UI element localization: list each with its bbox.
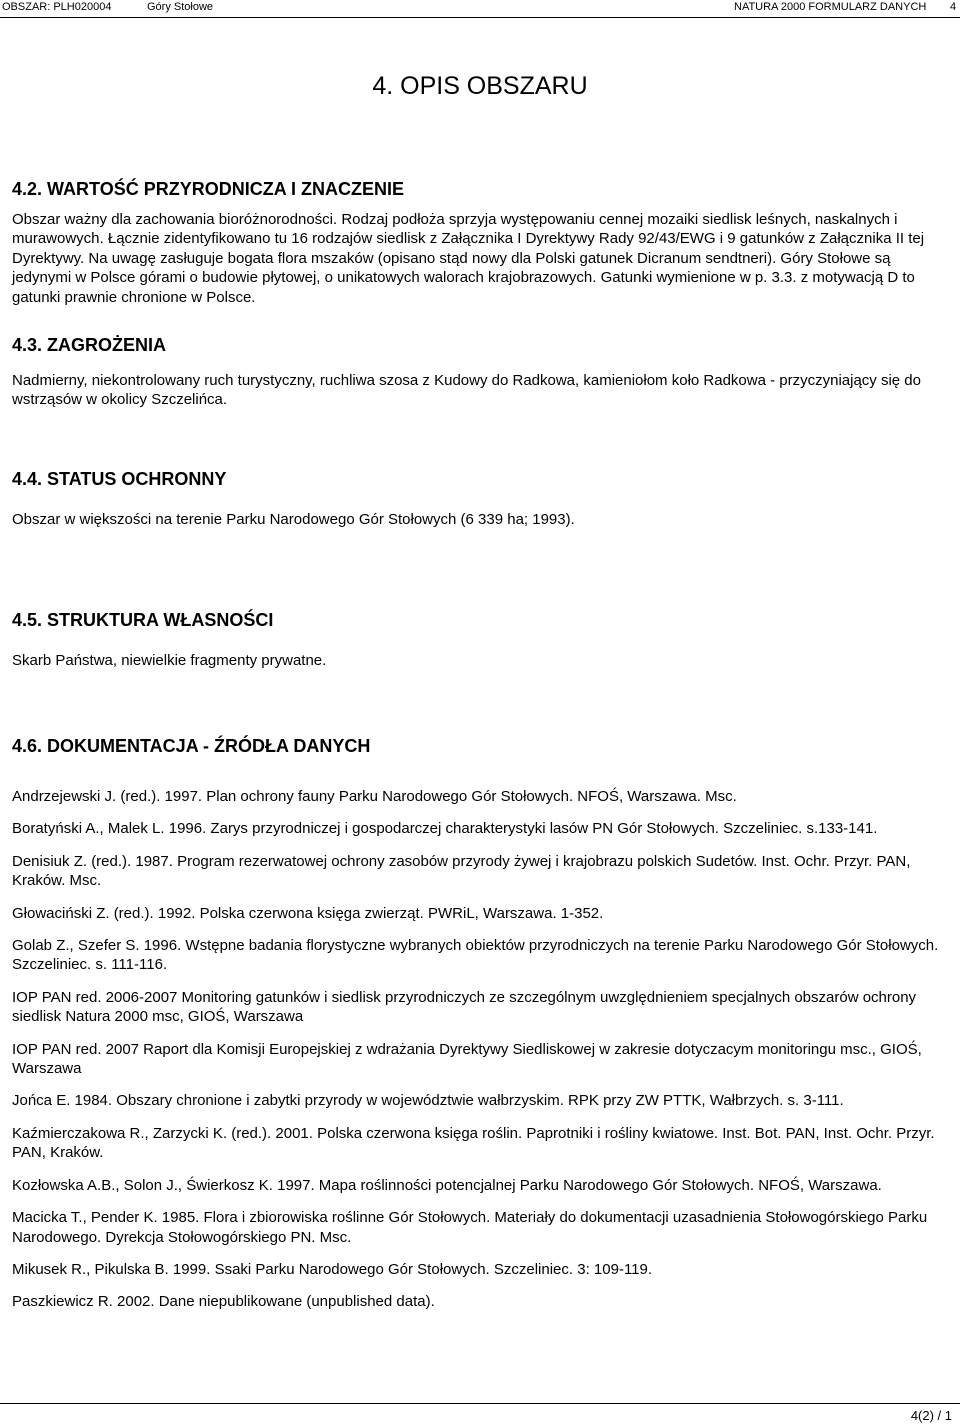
section-text: Obszar w większości na terenie Parku Narodowego Gór Stołowych (6 339 ha; 1993).: [12, 511, 575, 528]
section-heading: 4.5. STRUKTURA WŁASNOŚCI: [12, 610, 274, 630]
reference-item: Boratyński A., Malek L. 1996. Zarys przyrodniczej i gospodarczej charakterystyki lasów PN Gór Stołowych. Szczeliniec. s.133-141.: [12, 820, 878, 838]
header-divider: [0, 17, 960, 18]
section-4-2: [12, 179, 950, 307]
reference-item: Jońca E. 1984. Obszary chronione i zabytki przyrody w województwie wałbrzyskim. RPK przy ZW PTTK, Wałbrzych. s. 3-111.: [12, 1092, 844, 1110]
section-text: Obszar ważny dla zachowania bioróżnorodności. Rodzaj podłoża sprzyja występowaniu cennej mozaiki siedlisk leśnych, naskalnych i murawowych. Łącznie zidentyfikowano tu 16 rodzajów siedlisk z Załącznika I Dyrektywy Rady 92/43/EWG i 9 gatunków z Załącznika II tej Dyrektywy. Na uwagę zasługuje bogata flora mszaków (opisano stąd nowy dla Polski gatunek Dicranum sendtneri). Góry Stołowe są jedynymi w Polsce górami o budowie płytowej, o unikatowych walorach krajobrazowych. Gatunki wymienione w p. 3.3. z motywacją D to gatunki prawnie chronione w Polsce.: [12, 211, 925, 306]
header-site-code: OBSZAR: PLH020004: [2, 1, 112, 13]
header-site-name: Góry Stołowe: [147, 1, 214, 13]
reference-list: [12, 787, 950, 1325]
reference-item: Mikusek R., Pikulska B. 1999. Ssaki Parku Narodowego Gór Stołowych. Szczeliniec. 3: 109-119.: [12, 1260, 653, 1278]
reference-item: Paszkiewicz R. 2002. Dane niepublikowane (unpublished data).: [12, 1293, 435, 1311]
section-heading: 4.2. WARTOŚĆ PRZYRODNICZA I ZNACZENIE: [12, 179, 405, 199]
reference-item: Kaźmierczakowa R., Zarzycki K. (red.). 2001. Polska czerwona księga roślin. Paprotniki i rośliny kwiatowe. Inst. Bot. PAN, Inst. Ochr. Przyr. PAN, Kraków.: [12, 1124, 935, 1162]
reference-item: Andrzejewski J. (red.). 1997. Plan ochrony fauny Parku Narodowego Gór Stołowych. NFOŚ, Warszawa. Msc.: [12, 788, 737, 805]
section-text: Nadmierny, niekontrolowany ruch turystyczny, ruchliwa szosa z Kudowy do Radkowa, kamieniołom koło Radkowa - przyczyniający się do wstrząsów w okolicy Szczelińca.: [12, 372, 921, 409]
reference-item: IOP PAN red. 2006-2007 Monitoring gatunków i siedlisk przyrodniczych ze szczególnym uwzględnieniem specjalnych obszarów ochrony siedlisk Natura 2000 msc, GIOŚ, Warszawa: [12, 988, 917, 1026]
section-4-4: [12, 469, 950, 529]
section-heading: 4.3. ZAGROŻENIA: [12, 335, 167, 355]
section-4-5: [12, 610, 950, 670]
reference-item: Głowaciński Z. (red.). 1992. Polska czerwona księga zwierząt. PWRiL, Warszawa. 1-352.: [12, 904, 604, 922]
footer-page-number: 4(2) / 1: [910, 1408, 952, 1423]
reference-item: Denisiuk Z. (red.). 1987. Program rezerwatowej ochrony zasobów przyrody żywej i krajobrazu polskich Sudetów. Inst. Ochr. Przyr. PAN, Kraków. Msc.: [12, 852, 911, 890]
header-page-number: 4: [950, 1, 957, 13]
section-4-6: [12, 736, 370, 757]
reference-item: Macicka T., Pender K. 1985. Flora i zbiorowiska roślinne Gór Stołowych. Materiały do dokumentacji uzasadnienia Stołowogórskiego Parku Narodowego. Dyrekcja Stołowogórskiego PN. Msc.: [12, 1209, 928, 1246]
section-4-3: [12, 335, 950, 410]
reference-item: Golab Z., Szefer S. 1996. Wstępne badania florystyczne wybranych obiektów przyrodniczych na terenie Parku Narodowego Gór Stołowych. Szczeliniec. s. 111-116.: [12, 937, 939, 974]
section-heading: 4.6. DOKUMENTACJA - ŹRÓDŁA DANYCH: [12, 736, 371, 756]
reference-item: IOP PAN red. 2007 Raport dla Komisji Europejskiej z wdrażania Dyrektywy Siedliskowej w zakresie dotyczacym monitoringu msc., GIOŚ, Warszawa: [12, 1040, 922, 1078]
reference-item: Kozłowska A.B., Solon J., Świerkosz K. 1997. Mapa roślinności potencjalnej Parku Narodowego Gór Stołowych. NFOŚ, Warszawa.: [12, 1176, 882, 1194]
section-text: Skarb Państwa, niewielkie fragmenty prywatne.: [12, 652, 327, 669]
page-title: 4. OPIS OBSZARU: [372, 72, 588, 100]
page-header: [0, 0, 960, 18]
section-heading: 4.4. STATUS OCHRONNY: [12, 469, 227, 489]
footer-divider: [0, 1403, 960, 1404]
header-form-title: NATURA 2000 FORMULARZ DANYCH: [734, 1, 927, 13]
